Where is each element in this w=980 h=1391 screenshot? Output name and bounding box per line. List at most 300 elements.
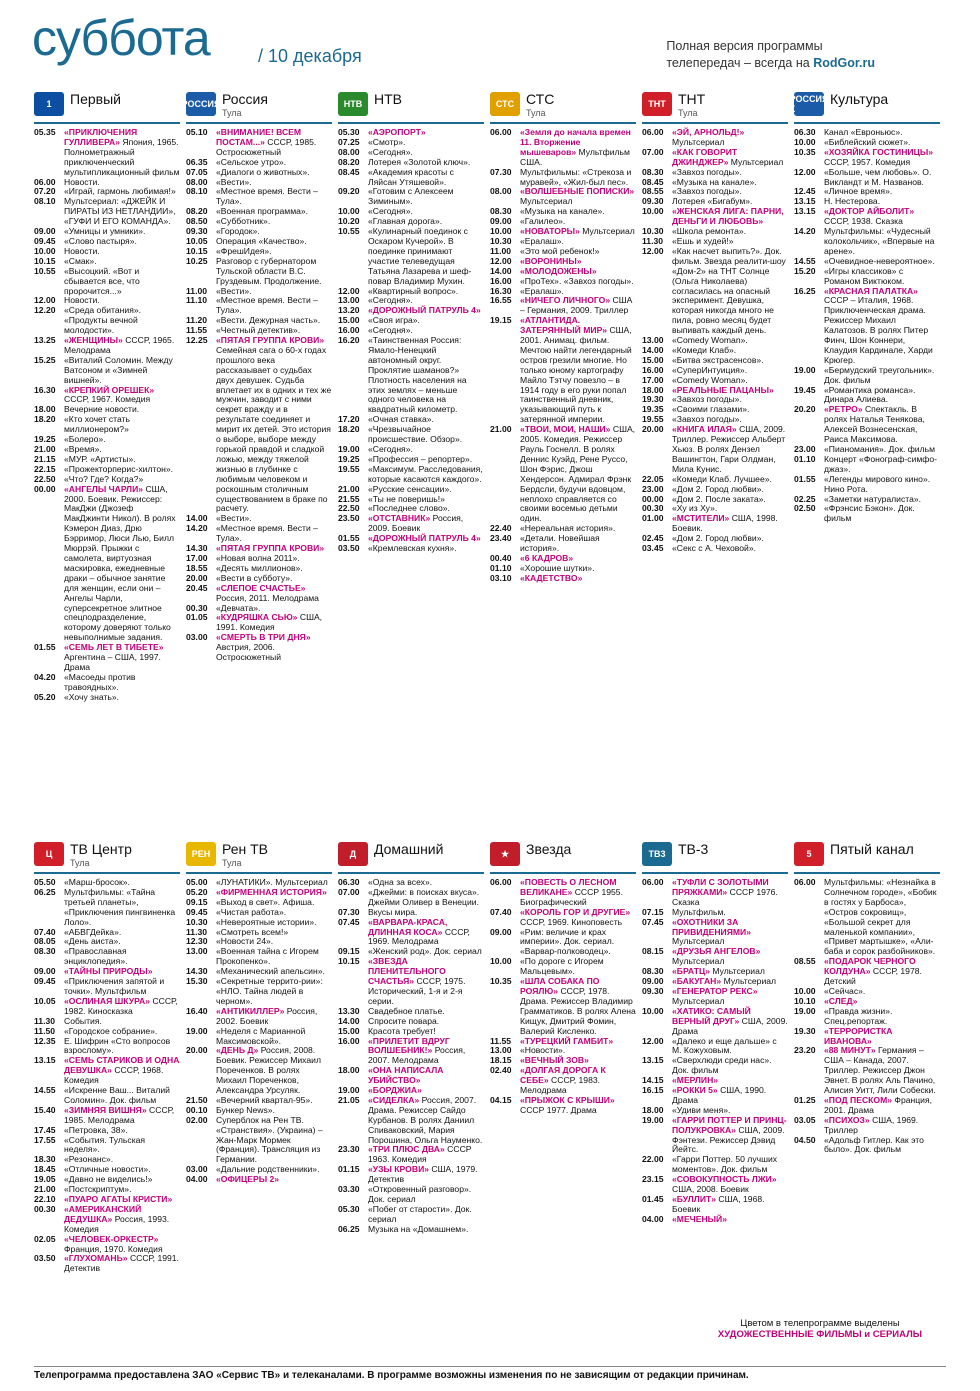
program-time: 13.15	[794, 196, 816, 207]
program-time: 08.55	[794, 956, 816, 967]
program-description: «Вести в субботу».	[216, 572, 293, 583]
channel-header	[338, 838, 484, 874]
program-row	[338, 1145, 484, 1165]
promo-site-link[interactable]: RodGor.ru	[813, 56, 875, 70]
program-time: 08.30	[642, 966, 664, 977]
program-description: «Неделя с Марианной Максимовской».	[216, 1025, 306, 1046]
program-row	[34, 415, 180, 435]
program-time: 10.30	[490, 235, 512, 246]
program-description: «Хорошие шутки».	[520, 562, 595, 573]
program-time: 16.00	[490, 275, 512, 286]
bottom-schedule	[34, 838, 946, 1316]
program-time: 19.05	[34, 1174, 56, 1185]
program-time: 17.00	[642, 374, 664, 385]
program-title: «КРАСНАЯ ПАЛАТКА»	[824, 285, 918, 296]
program-list	[338, 124, 484, 554]
program-time: 21.05	[338, 1094, 360, 1105]
program-row	[186, 613, 332, 633]
program-title: «БУЛЛИТ»	[672, 1194, 717, 1204]
program-title: «ПЯТАЯ ГРУППА КРОВИ»	[216, 335, 325, 346]
top-schedule	[34, 88, 946, 828]
program-time: 22.00	[642, 1154, 664, 1165]
program-title: «МСТИТЕЛИ»	[672, 513, 730, 524]
program-title: «КАК ГОВОРИТ ДЖИНДЖЕР»	[672, 146, 738, 167]
program-time: 17.20	[338, 414, 360, 425]
channel-name: Звезда	[526, 841, 572, 857]
channel-logo-icon: Ц	[34, 842, 64, 866]
program-description: «Петровка, 38».	[64, 1124, 128, 1135]
channel-logo-icon: ★	[490, 842, 520, 866]
program-description: СССР, 1965. Мелодрама	[64, 335, 175, 355]
program-row	[186, 1116, 332, 1166]
program-title: «БРАТЦ»	[672, 966, 711, 977]
program-description: «Дом 2. После заката».	[672, 493, 766, 504]
program-description: «Вести».	[216, 285, 252, 296]
program-description: «Школа ремонта».	[672, 226, 747, 237]
program-title: «СИДЕЛКА»	[368, 1094, 420, 1105]
program-row	[794, 1116, 940, 1136]
program-time: 10.05	[34, 995, 56, 1006]
program-description: США, 2008. Боевик	[672, 1184, 749, 1195]
program-title: «РЕАЛЬНЫЕ ПАЦАНЫ»	[672, 384, 774, 395]
program-time: 07.30	[490, 166, 512, 177]
program-time: 21.15	[34, 453, 56, 464]
program-description: США, 2001. Анимац. фильм. Мечтою найти легендарный остров грезили многие. Но только юному картографу Майло Тэтчу повезло – в 1914 году в его руки попал таинственный дневник, указывающий путь к затерянной империи.	[520, 325, 632, 425]
channel-region: Тула	[222, 858, 242, 868]
program-description: «Чрезвычайное происшествие. Обзор».	[368, 424, 463, 445]
program-description: «Сверхлюди среди нас». Док. фильм	[672, 1055, 772, 1076]
program-description: «Таинственная Россия: Ямало-Ненецкий автономный округ. Проклятие шаманов?» Плотность населения на этих землях – меньше одного человека на квадратный километр.	[368, 335, 467, 415]
program-description: «Сегодня».	[368, 146, 413, 157]
channel-logo-icon: Д	[338, 842, 368, 866]
program-title: «МЕЧЕНЫЙ»	[672, 1213, 728, 1224]
program-description: СССР, 1975. Исторический, 1-я и 2-я серии.	[368, 976, 466, 1006]
program-description: «Искренне Ваш... Виталий Соломин». Док. фильм	[64, 1085, 170, 1105]
program-time: 12.00	[642, 245, 664, 256]
program-description: Спросите повара.	[368, 1015, 440, 1026]
program-description: «Личное время».	[824, 186, 893, 197]
program-row	[34, 197, 180, 227]
program-time: 11.55	[490, 1035, 512, 1046]
program-row	[490, 534, 636, 554]
program-time: 19.00	[338, 444, 360, 454]
program-time: 22.50	[34, 473, 56, 484]
program-description: «Высоцкий. «Вот и сбывается все, что пророчится...»	[64, 265, 140, 296]
program-title: «ЗИМНЯЯ ВИШНЯ»	[64, 1104, 147, 1115]
program-description: Бункер News».	[216, 1104, 275, 1115]
program-row	[794, 168, 940, 188]
program-time: 14.00	[490, 265, 512, 276]
program-row	[34, 1235, 180, 1255]
program-description: «Главная дорога».	[368, 216, 443, 227]
program-title: «ШЛА СОБАКА ПО РОЯЛЮ»	[520, 976, 600, 996]
program-time: 13.15	[794, 206, 816, 217]
program-description: «Гарри Поттер. 50 лучших моментов». Док. фильм	[672, 1154, 778, 1175]
program-time: 09.30	[186, 226, 208, 237]
program-description: СССР, 1991. Детектив	[64, 1253, 179, 1274]
program-time: 14.55	[34, 1085, 56, 1096]
program-title: «ХАТИКО: САМЫЙ ВЕРНЫЙ ДРУГ»	[672, 1005, 751, 1026]
program-description: «Сегодня».	[368, 295, 413, 306]
program-row	[794, 475, 940, 495]
program-time: 08.45	[338, 166, 360, 177]
program-title: «СЛЕПОЕ СЧАСТЬЕ»	[216, 582, 306, 593]
program-description: «Военная программа».	[216, 206, 309, 217]
program-time: 20.00	[642, 424, 664, 435]
channel-column	[789, 88, 940, 828]
program-description: Семейная сага о 60-х годах прошлого века рассказывает о судьбах двух девушек. Судьба вплетает их в одних и тех же мужчин, заводит с ними секрет вражду и в результате соединяет и мирит их детей. Это история о выборе, выборе между горькой правдой и сладкой ложью, между тяжелой жизнью в глубинке с любимым человеком и роскошным столичным существованием в браке по расчету.	[216, 344, 332, 514]
channel-name: ТВ Центр	[70, 841, 132, 857]
program-time: 05.30	[338, 127, 360, 137]
channel-logo-icon: СТС	[490, 92, 520, 116]
program-description: События.	[64, 1015, 102, 1026]
program-description: Россия, 2011. Мелодрама	[216, 592, 319, 603]
program-title: «ДОРОЖНЫЙ ПАТРУЛЬ 4»	[368, 533, 481, 544]
program-description: Свадебное платье.	[368, 1005, 445, 1016]
program-title: «ГЛУХОМАНЬ»	[64, 1253, 128, 1264]
program-time: 06.00	[490, 127, 512, 137]
program-description: «Новости».	[520, 1045, 566, 1056]
program-time: 05.30	[338, 1203, 360, 1214]
program-time: 16.20	[338, 335, 360, 346]
program-description: «Квартирный вопрос».	[368, 285, 459, 296]
program-description: «Комеди Клаб. Лучшее».	[672, 473, 772, 484]
channel-logo-icon: РОССИЯ К	[789, 94, 829, 114]
program-time: 10.00	[338, 206, 360, 217]
channel-column	[642, 838, 788, 1316]
program-row	[186, 296, 332, 316]
program-time: 12.00	[34, 295, 56, 306]
program-description: Мультсериал	[520, 196, 573, 207]
program-title: «ТУФЛИ С ЗОЛОТЫМИ ПРЯЖКАМИ»	[672, 877, 769, 897]
program-time: 21.55	[338, 493, 360, 504]
program-time: 10.15	[34, 255, 56, 266]
program-description: Мультфильм.	[672, 906, 726, 917]
program-time: 12.25	[186, 335, 208, 346]
program-description: «Профессия – репортер».	[368, 453, 473, 464]
program-description: Спектакль. В ролях Наталья Тенякова, Алексей Вознесенская, Раиса Максимова.	[824, 404, 925, 445]
program-time: 23.50	[338, 513, 360, 524]
program-row	[34, 267, 180, 297]
program-description: Япония, 1965. Полнометражный приключенческий мультипликационный фильм	[64, 136, 180, 177]
program-time: 09.00	[642, 976, 664, 987]
channel-name: НТВ	[374, 91, 402, 107]
program-description: США, 1969. Триллер	[824, 1114, 919, 1135]
program-time: 20.45	[186, 582, 208, 593]
program-description: СССР, 1969. Киноповесть	[520, 916, 623, 927]
program-time: 01.55	[794, 473, 816, 484]
program-description: «Детали. Новейшая история».	[520, 533, 600, 554]
date-label: / 10 декабря	[258, 46, 362, 66]
program-row	[794, 287, 940, 366]
program-description: СССР 1963. Комедия	[368, 1144, 472, 1165]
channel-region: Тула	[678, 108, 698, 118]
program-description: «Очная ставка».	[368, 414, 434, 425]
channel-name: Культура	[830, 91, 889, 107]
program-description: «Вести».	[216, 176, 252, 187]
program-description: Мультсериал	[723, 976, 777, 987]
program-title: «ОТСТАВНИК»	[368, 513, 431, 524]
program-time: 05.20	[34, 691, 56, 702]
program-description: СССР 1976. Сказка	[672, 886, 778, 907]
program-time: 09.30	[642, 196, 664, 207]
program-time: 04.50	[794, 1134, 816, 1145]
program-description: «Масоеды против травоядных».	[64, 671, 136, 692]
program-time: 09.45	[34, 235, 56, 246]
program-description: Мультсериал	[672, 136, 725, 147]
program-description: «Резонанс».	[64, 1154, 114, 1165]
program-time: 00.40	[490, 552, 512, 563]
program-description: «ЛУНАТИКИ». Мультсериал	[216, 877, 328, 887]
program-row	[338, 168, 484, 188]
program-time: 01.55	[338, 533, 360, 544]
program-title: «ПРИЛЕТИТ ВДРУГ ВОЛШЕБНИК!»	[368, 1035, 450, 1056]
program-title: «АЭРОПОРТ»	[368, 127, 426, 137]
program-time: 10.35	[794, 146, 816, 157]
program-row	[490, 908, 636, 928]
program-description: «Постскриптум».	[64, 1184, 132, 1195]
program-time: 08.30	[34, 946, 56, 957]
program-description: «Фрэнсис Бэкон». Док. фильм	[824, 503, 915, 524]
program-time: 08.10	[186, 186, 208, 197]
program-time: 09.45	[34, 976, 56, 987]
program-description: СССР, 1978. Детский	[824, 966, 922, 987]
program-title: «ХОЗЯЙКА ГОСТИНИЦЫ»	[824, 146, 934, 157]
program-description: «Марш-бросок».	[64, 877, 130, 887]
program-row	[642, 1195, 788, 1215]
program-time: 19.15	[490, 315, 512, 326]
program-time: 10.20	[338, 216, 360, 227]
program-time: 06.30	[794, 127, 816, 137]
channel-header	[338, 88, 484, 124]
channel-header	[34, 88, 180, 124]
program-time: 10.00	[34, 245, 56, 256]
program-time: 19.00	[338, 1085, 360, 1096]
program-description: Мультфильм США.	[520, 146, 630, 167]
program-title: «БОРДЖИА»	[368, 1085, 422, 1096]
program-title: «ПСИХОЗ»	[824, 1114, 870, 1125]
program-time: 15.25	[34, 354, 56, 365]
program-time: 07.20	[34, 186, 56, 197]
program-row	[338, 1037, 484, 1067]
program-description: «Субботник».	[216, 216, 271, 227]
program-row	[186, 1027, 332, 1047]
program-row	[642, 1007, 788, 1037]
program-description: Мультсериал	[672, 956, 725, 967]
program-time: 06.00	[34, 176, 56, 187]
program-description: «Новости 24».	[216, 936, 274, 947]
program-row	[34, 693, 180, 703]
program-description: «Кремлевская кухня».	[368, 543, 457, 554]
program-description: Франция, 1970. Комедия	[64, 1243, 163, 1254]
program-time: 14.15	[642, 1075, 664, 1086]
program-description: «Comedy Woman».	[672, 335, 748, 346]
program-description: «Местное время. Вести – Тула».	[216, 295, 318, 316]
program-time: 20.00	[186, 572, 208, 583]
program-time: 07.00	[338, 886, 360, 897]
program-time: 03.10	[490, 572, 512, 583]
program-title: «РОККИ 5»	[672, 1085, 718, 1096]
program-row	[186, 336, 332, 514]
program-title: «ОФИЦЕРЫ 2»	[216, 1174, 280, 1185]
program-title: «ВЕЧНЫЙ ЗОВ»	[520, 1055, 589, 1066]
program-description: «Правда жизни». Спец.репортаж.	[824, 1005, 893, 1026]
program-time: 13.30	[338, 1005, 360, 1016]
channel-column	[181, 88, 332, 828]
program-description: «Сегодня».	[368, 206, 413, 217]
program-row	[642, 987, 788, 1007]
program-time: 17.45	[34, 1124, 56, 1135]
program-row	[338, 888, 484, 908]
channel-logo-icon: 1	[34, 92, 64, 116]
program-title: «ТАЙНЫ ПРИРОДЫ»	[64, 966, 153, 977]
program-time: 07.00	[642, 146, 664, 157]
program-title: «ЗВЕЗДА ПЛЕНИТЕЛЬНОГО СЧАСТЬЯ»	[368, 956, 446, 987]
program-time: 10.55	[34, 265, 56, 276]
program-description: «Завхоз погоды».	[672, 394, 742, 405]
program-row	[338, 1096, 484, 1146]
program-description: «Смотреть всем!»	[216, 926, 289, 937]
program-row	[34, 977, 180, 997]
program-description: «Кто хочет стать миллионером?»	[64, 414, 131, 435]
program-description: «Галилео».	[520, 216, 566, 227]
program-time: 19.00	[794, 1005, 816, 1016]
program-time: 13.00	[338, 295, 360, 306]
program-row	[490, 878, 636, 908]
program-description: «Побег от старости». Док. сериал	[368, 1203, 472, 1224]
channel-column	[642, 88, 788, 828]
program-description: «Православная энциклопедия».	[64, 946, 128, 967]
program-time: 11.30	[34, 1015, 56, 1026]
program-description: «Выход в свет». Афиша.	[216, 896, 315, 907]
program-description: Россия, 2007. Драма. Режиссер Сайдо Курбанов. В ролях Даниил Спиваковский, Мария Порошина, Ольга Науменко.	[368, 1094, 483, 1145]
program-time: 08.00	[338, 146, 360, 157]
program-description: «Вечерний квартал-95».	[216, 1094, 313, 1105]
program-description: СССР, 1957. Комедия	[824, 156, 911, 167]
program-time: 22.10	[34, 1194, 56, 1204]
program-description: Мультфильмы: «Чудесный колокольчик», «Впервые на арене».	[824, 226, 935, 256]
program-description: Разговор с губернатором Тульской области В.С. Груздевым. Продолжение.	[216, 255, 322, 286]
program-time: 08.55	[642, 186, 664, 197]
program-time: 08.05	[34, 936, 56, 947]
program-description: США, 1991. Комедия	[216, 612, 323, 633]
program-title: «СЕМЬ ЛЕТ В ТИБЕТЕ»	[64, 642, 164, 653]
program-time: 04.20	[34, 671, 56, 682]
program-time: 12.30	[186, 936, 208, 947]
program-description: Вечерние новости.	[64, 404, 140, 415]
program-description: СССР, 1985. Мелодрама	[64, 1104, 175, 1125]
channel-column	[490, 88, 636, 828]
channel-region: Тула	[526, 108, 546, 118]
program-description: «Давно не виделись!»	[64, 1174, 153, 1185]
program-description: «Джейми: в поисках вкуса». Джейми Оливер в Венеции.	[368, 886, 480, 907]
program-time: 12.45	[794, 186, 816, 197]
program-time: 08.10	[34, 196, 56, 207]
program-title: «АТЛАНТИДА. ЗАТЕРЯННЫЙ МИР»	[520, 315, 608, 336]
program-row	[338, 918, 484, 948]
program-time: 11.00	[490, 245, 512, 256]
program-description: США, 1998. Боевик.	[672, 513, 778, 534]
program-description: «Болеро».	[64, 434, 106, 445]
program-description: Россия, 2002. Боевик	[216, 1005, 318, 1026]
program-time: 19.45	[794, 384, 816, 395]
program-time: 10.35	[490, 976, 512, 987]
program-description: «Адольф Гитлер. Как это было». Док. фильм	[824, 1134, 924, 1155]
program-description: «Женский род». Док. сериал	[368, 946, 482, 957]
channel-name: ТНТ	[678, 91, 706, 107]
program-row	[186, 584, 332, 604]
program-row	[338, 227, 484, 286]
program-description: «Музыка на канале».	[520, 206, 605, 217]
program-description: Аргентина – США, 1997. Драма	[64, 652, 161, 672]
program-time: 19.00	[186, 1025, 208, 1036]
program-time: 18.55	[186, 562, 208, 573]
program-row	[794, 405, 940, 445]
channel-column	[490, 838, 636, 1316]
program-row	[338, 1185, 484, 1205]
program-title: «ЖЕНЩИНЫ»	[64, 335, 123, 346]
program-description: «МУР. «Артисты».	[64, 453, 136, 464]
program-description: Мультсериал	[672, 995, 725, 1006]
program-row	[642, 1155, 788, 1175]
program-time: 00.10	[186, 1104, 208, 1115]
channel-column	[186, 838, 332, 1316]
program-time: 18.20	[338, 424, 360, 435]
program-description: Суперблок на Рен ТВ. «Странствия». (Украина) – Жан-Марк Мормек (Франция). Трансляция из Германии.	[216, 1114, 323, 1165]
program-time: 11.20	[186, 315, 208, 326]
program-row	[186, 187, 332, 207]
program-description: «Новая волна 2011».	[216, 552, 300, 563]
program-title: «ПОД ПЕСКОМ»	[824, 1094, 893, 1105]
program-description: «Последнее слово».	[368, 503, 450, 514]
program-time: 22.15	[34, 463, 56, 474]
program-time: 17.00	[186, 552, 208, 563]
program-description: «Одна за всех».	[368, 877, 433, 887]
day-title: суббота	[32, 10, 210, 66]
channel-header	[642, 88, 788, 124]
channel-logo-icon: ТВ3	[642, 842, 672, 866]
program-row	[490, 1066, 636, 1096]
program-description: «Комеди Клаб».	[672, 344, 737, 355]
program-description: «Отличные новости».	[64, 1164, 151, 1175]
program-time: 20.00	[186, 1045, 208, 1056]
program-time: 01.55	[34, 642, 56, 653]
program-time: 21.00	[34, 444, 56, 454]
program-row	[490, 574, 636, 584]
program-description: «Что? Где? Когда?»	[64, 473, 144, 484]
program-time: 18.20	[34, 414, 56, 425]
program-time: 04.00	[642, 1213, 664, 1224]
program-time: 11.00	[186, 285, 208, 296]
program-title: «ВАРВАРА-КРАСА, ДЛИННАЯ КОСА»	[368, 916, 448, 937]
program-description: США, 1979. Детектив	[368, 1164, 478, 1185]
program-time: 23.15	[642, 1174, 664, 1185]
program-description: «Невероятные истории».	[216, 916, 317, 927]
program-row	[338, 425, 484, 445]
program-description: «Механический апельсин».	[216, 966, 325, 977]
channel-logo-icon: ТНТ	[642, 92, 672, 116]
channel-name: Россия	[222, 91, 268, 107]
program-time: 09.15	[186, 896, 208, 907]
program-title: «АНТИКИЛЛЕР»	[216, 1005, 285, 1016]
program-row	[642, 207, 788, 227]
program-time: 11.30	[642, 235, 664, 246]
program-time: 10.00	[642, 1005, 664, 1016]
program-description: «Далеко и еще дальше» с М. Кожуховым.	[672, 1035, 777, 1056]
program-row	[34, 1086, 180, 1106]
program-time: 02.45	[642, 533, 664, 544]
program-time: 18.00	[338, 1065, 360, 1076]
